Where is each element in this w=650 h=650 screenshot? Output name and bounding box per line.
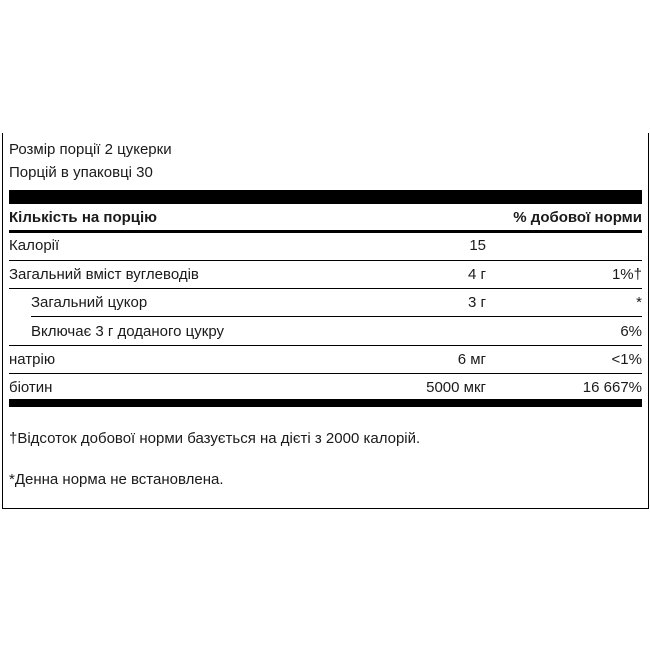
nutrient-name-sodium: натрію — [9, 351, 56, 368]
nutrient-name-added-sugars: Включає 3 г доданого цукру — [31, 323, 225, 340]
serving-size: Розмір порції 2 цукерки — [9, 141, 172, 158]
nutrient-dv-sodium: <1% — [611, 351, 642, 368]
servings-per-container: Порцій в упаковці 30 — [9, 164, 153, 181]
row-divider — [9, 260, 642, 261]
nutrient-name-carbohydrate: Загальний вміст вуглеводів — [9, 266, 199, 283]
nutrient-name-biotin: біотин — [9, 379, 53, 396]
nutrient-dv-added-sugars: 6% — [620, 323, 642, 340]
footnote-dagger: †Відсоток добової норми базується на дієті з 2000 калорій. — [9, 430, 421, 447]
amount-per-serving-header: Кількість на порцію — [9, 209, 157, 226]
nutrient-amount-sodium: 6 мг — [457, 351, 486, 368]
nutrient-dv-total-sugars: * — [636, 294, 642, 311]
thick-divider-bottom — [9, 399, 642, 407]
nutrient-dv-carbohydrate: 1%† — [611, 266, 642, 283]
nutrient-name-total-sugars: Загальний цукор — [31, 294, 148, 311]
nutrient-amount-calories: 15 — [469, 237, 486, 254]
nutrient-amount-total-sugars: 3 г — [468, 294, 486, 311]
row-divider — [9, 288, 642, 289]
supplement-facts-panel — [2, 133, 649, 509]
footnote-asterisk: *Денна норма не встановлена. — [9, 471, 224, 488]
nutrient-name-calories: Калорії — [9, 237, 60, 254]
thick-divider-top — [9, 190, 642, 204]
row-divider — [9, 373, 642, 374]
nutrient-amount-biotin: 5000 мкг — [426, 379, 486, 396]
daily-value-header: % добової норми — [513, 209, 642, 226]
nutrient-dv-biotin: 16 667% — [582, 379, 642, 396]
row-divider — [31, 316, 642, 317]
header-divider — [9, 230, 642, 233]
row-divider — [9, 345, 642, 346]
nutrient-amount-carbohydrate: 4 г — [468, 266, 486, 283]
